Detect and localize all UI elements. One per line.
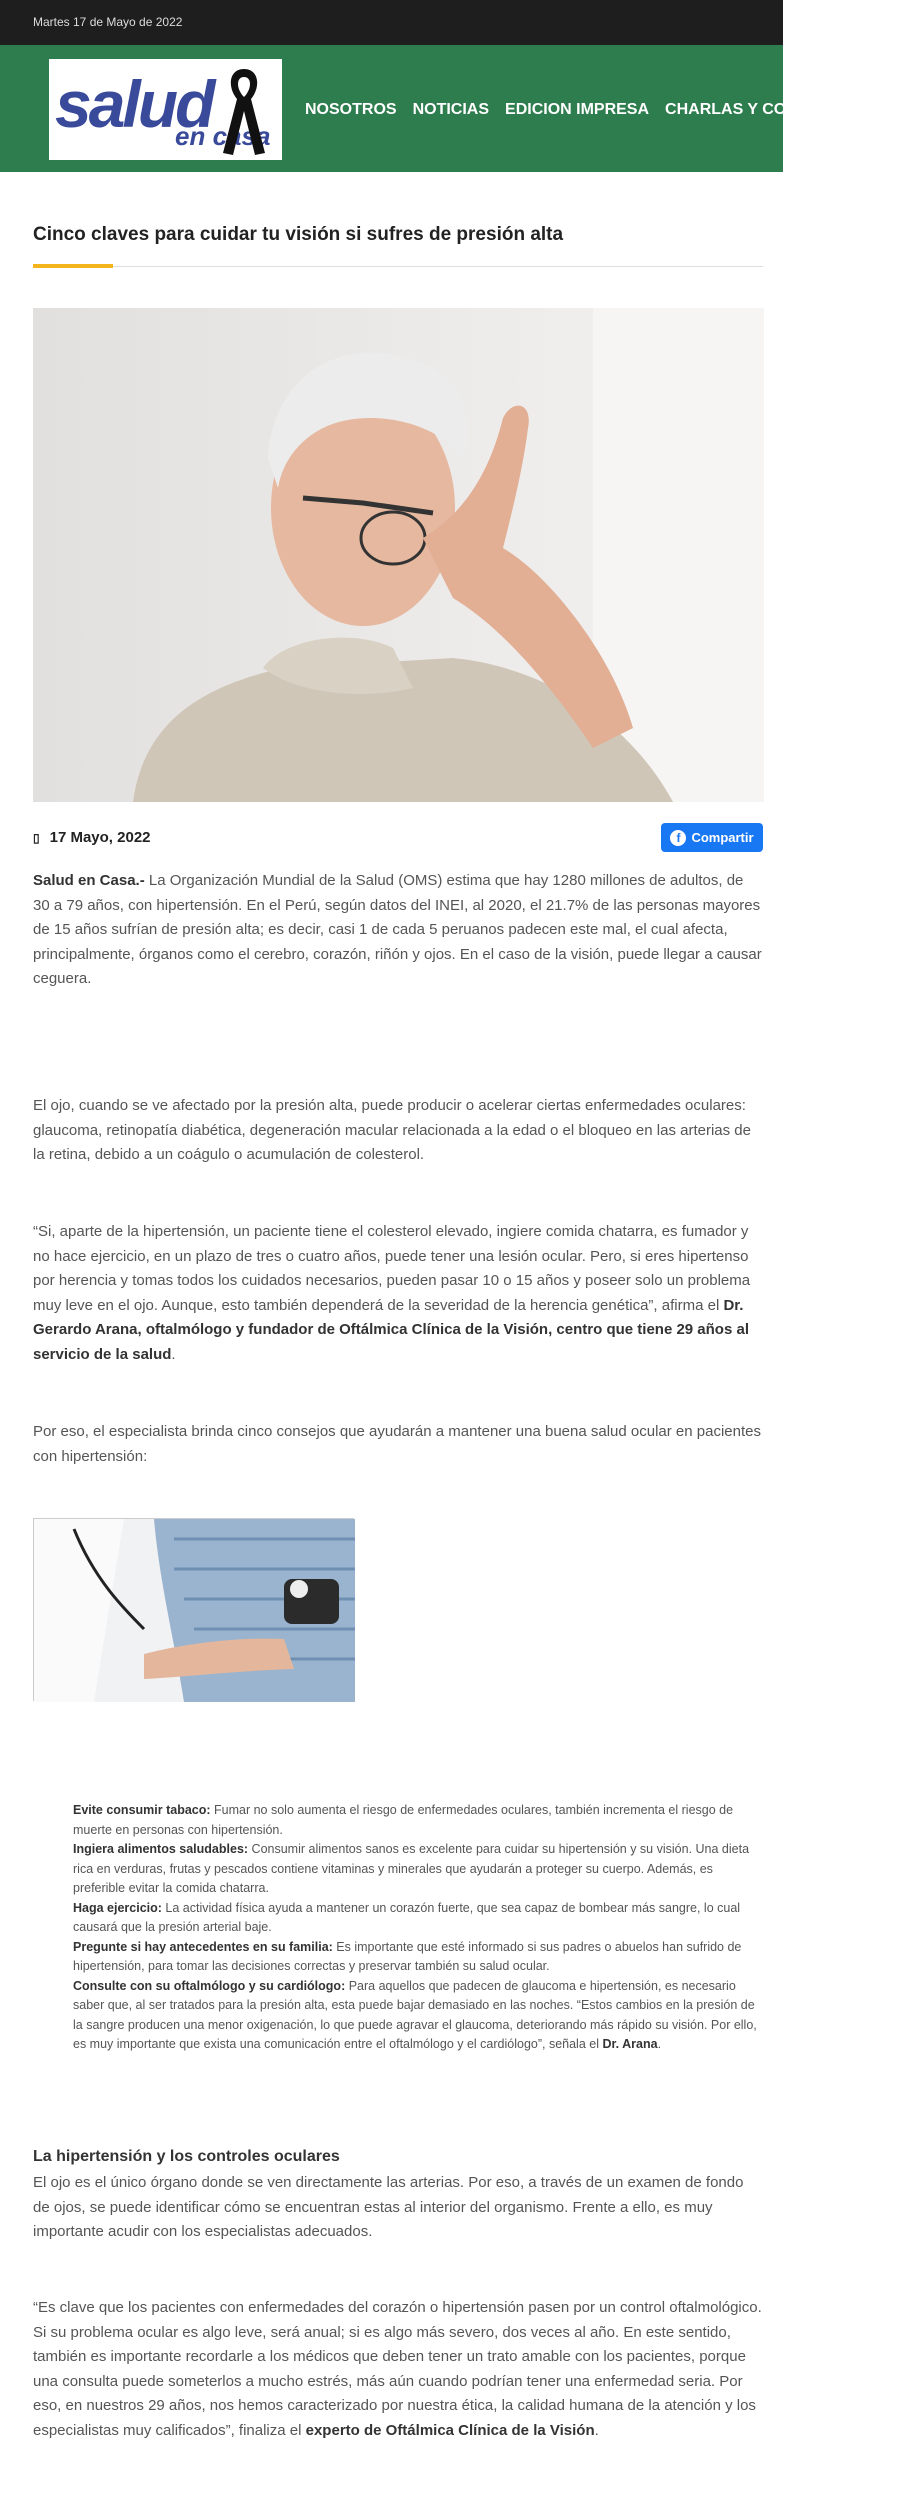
tip-item xyxy=(73,1840,763,1899)
nav-edicion-impresa[interactable]: EDICION IMPRESA xyxy=(505,101,650,118)
paragraph-closing-quote xyxy=(33,2296,763,2443)
tip-title: Haga ejercicio: xyxy=(73,1900,162,1915)
tip-title: Pregunte si hay antecedentes en su familia: xyxy=(73,1939,333,1954)
nav-charlas-conferencias[interactable]: CHARLAS Y CONFERENCIAS xyxy=(665,101,891,118)
share-label: Compartir xyxy=(691,830,754,845)
current-date: Martes 17 de Mayo de 2022 xyxy=(33,15,183,29)
paragraph-quote xyxy=(33,1220,763,1367)
article-title: Cinco claves para cuidar tu visión si sufres de presión alta xyxy=(33,224,564,245)
logo-word-en-casa: en casa xyxy=(175,121,271,151)
quote-text: “Si, aparte de la hipertensión, un paciente tiene el colesterol elevado, ingiere comida chatarra, es fumador y no hace ejercicio, en un plazo de tres o cuatro años, puede tener una lesión ocular. Pero, si eres hipertenso por herencia y tomas todos los cuidados necesarios, pueden pasar 10 o 15 años y poseer solo un problema muy leve en el ojo. Aunque, esto también dependerá de la severidad de la herencia genética”, afirma el xyxy=(33,1223,751,1314)
closing-quote-author: experto de Oftálmica Clínica de la Visión xyxy=(305,2421,595,2439)
intro-lead: Salud en Casa.- xyxy=(33,872,145,889)
calendar-icon: ▯ xyxy=(33,830,40,845)
site-header xyxy=(0,45,891,172)
hero-image xyxy=(33,308,764,802)
tip-text: Es importante que esté informado si sus padres o abuelos han sufrido de hipertensión, para tomar las decisiones correctas y preservar también su salud ocular. xyxy=(73,1939,742,1973)
tip-title: Ingiera alimentos saludables: xyxy=(73,1842,249,1856)
tip-item xyxy=(73,1977,763,2055)
tip-doctor: Dr. Arana xyxy=(602,2037,658,2051)
article-date-text: 17 Mayo, 2022 xyxy=(49,829,151,846)
quote-end: . xyxy=(171,1345,176,1363)
article-date xyxy=(33,829,151,846)
paragraph-eye: El ojo, cuando se ve afectado por la presión alta, puede producir o acelerar ciertas enfermedades oculares: glaucoma, retinopatía diabética, degeneración macular relacionada a la edad o el bloqueo en las arterias de la retina, debido a un coágulo o acumulación de colesterol. xyxy=(33,1097,751,1163)
quote-author: Dr. Gerardo Arana, oftalmólogo y fundador de Oftálmica Clínica de la Visión, centro que tiene 29 años al servicio de la salud xyxy=(33,1296,749,1363)
paragraph-intro xyxy=(33,869,763,992)
nav-noticias[interactable]: NOTICIAS xyxy=(412,101,490,118)
logo-word-salud: salud xyxy=(55,67,213,141)
tip-text: La actividad física ayuda a mantener un corazón fuerte, que sea capaz de bombear más sangre, lo cual causará que la presión arterial baje. xyxy=(73,1900,741,1934)
tips-list xyxy=(73,1801,763,2055)
site-logo[interactable] xyxy=(49,59,282,160)
title-divider-accent xyxy=(33,264,113,268)
tip-text: Para aquellos que padecen de glaucoma e hipertensión, es necesario saber que, al ser tratados para la presión alta, esta puede bajar demasiado en las noches. “Estos cambios en la presión de la sangre producen una menor oxigenación, lo que puede agravar el glaucoma, deteriorando más rápido su visión. Por ello, es muy importante que exista una comunicación entre el oftalmólogo y el cardiólogo”, señala el xyxy=(73,1978,757,2051)
mourning-ribbon-icon xyxy=(219,65,269,157)
tip-title: Evite consumir tabaco: xyxy=(73,1803,211,1817)
top-bar xyxy=(0,0,783,45)
section-heading: La hipertensión y los controles oculares xyxy=(33,2148,340,2165)
facebook-icon: f xyxy=(670,830,686,846)
tip-item xyxy=(73,1938,763,1977)
closing-quote-text: “Es clave que los pacientes con enfermedades del corazón o hipertensión pasen por un control oftalmológico. Si su problema ocular es algo leve, será anual; si es algo más severo, dos veces al año. En este sentido, también es importante recordarle a los médicos que deben tener un trato amable con los pacientes, porque una consulta puede someterlos a mucho estrés, más aún cuando podrían tener una enfermedad seria. Por eso, en nuestros 29 años, nos hemos caracterizado por nuestra ética, la calidad humana de la atención y los especialistas muy calificados”, finaliza el xyxy=(33,2299,762,2439)
tip-text: Fumar no solo aumenta el riesgo de enfermedades oculares, también incrementa el riesgo de muerte en personas con hipertensión. xyxy=(73,1803,734,1837)
tip-item xyxy=(73,1801,763,1840)
closing-quote-end: . xyxy=(594,2421,599,2439)
tip-text: Consumir alimentos sanos es excelente para cuidar su hipertensión y su visión. Una dieta rica en verduras, frutas y pescados contiene vitaminas y minerales que ayudarán a proteger su cuerpo. Además, es preferible evitar la comida chatarra. xyxy=(73,1842,750,1895)
nav-nosotros[interactable]: NOSOTROS xyxy=(305,101,397,118)
tip-end: . xyxy=(657,2037,662,2051)
blood-pressure-image xyxy=(33,1518,354,1701)
tip-item xyxy=(73,1899,763,1938)
paragraph-advice-intro: Por eso, el especialista brinda cinco consejos que ayudarán a mantener una buena salud ocular en pacientes con hipertensión: xyxy=(33,1423,761,1465)
facebook-share-button[interactable] xyxy=(661,823,763,852)
main-nav xyxy=(305,101,906,119)
intro-text: La Organización Mundial de la Salud (OMS) estima que hay 1280 millones de adultos, de 30 a 79 años, con hipertensión. En el Perú, según datos del INEI, al 2020, el 21.7% de las personas mayores de 15 años sufrían de presión alta; es decir, casi 1 de cada 5 peruanos padecen este mal, el cual afecta, principalmente, órganos como el cerebro, corazón, riñón y ojos. En el caso de la visión, puede llegar a causar ceguera. xyxy=(33,872,762,987)
paragraph-controls: El ojo es el único órgano donde se ven directamente las arterias. Por eso, a través de un examen de fondo de ojos, se puede identificar cómo se encuentran estas al interior del organismo. Frente a ello, es muy importante acudir con los especialistas adecuados. xyxy=(33,2174,744,2240)
title-divider xyxy=(33,266,763,267)
tip-title: Consulte con su oftalmólogo y su cardiólogo: xyxy=(73,1978,346,1993)
